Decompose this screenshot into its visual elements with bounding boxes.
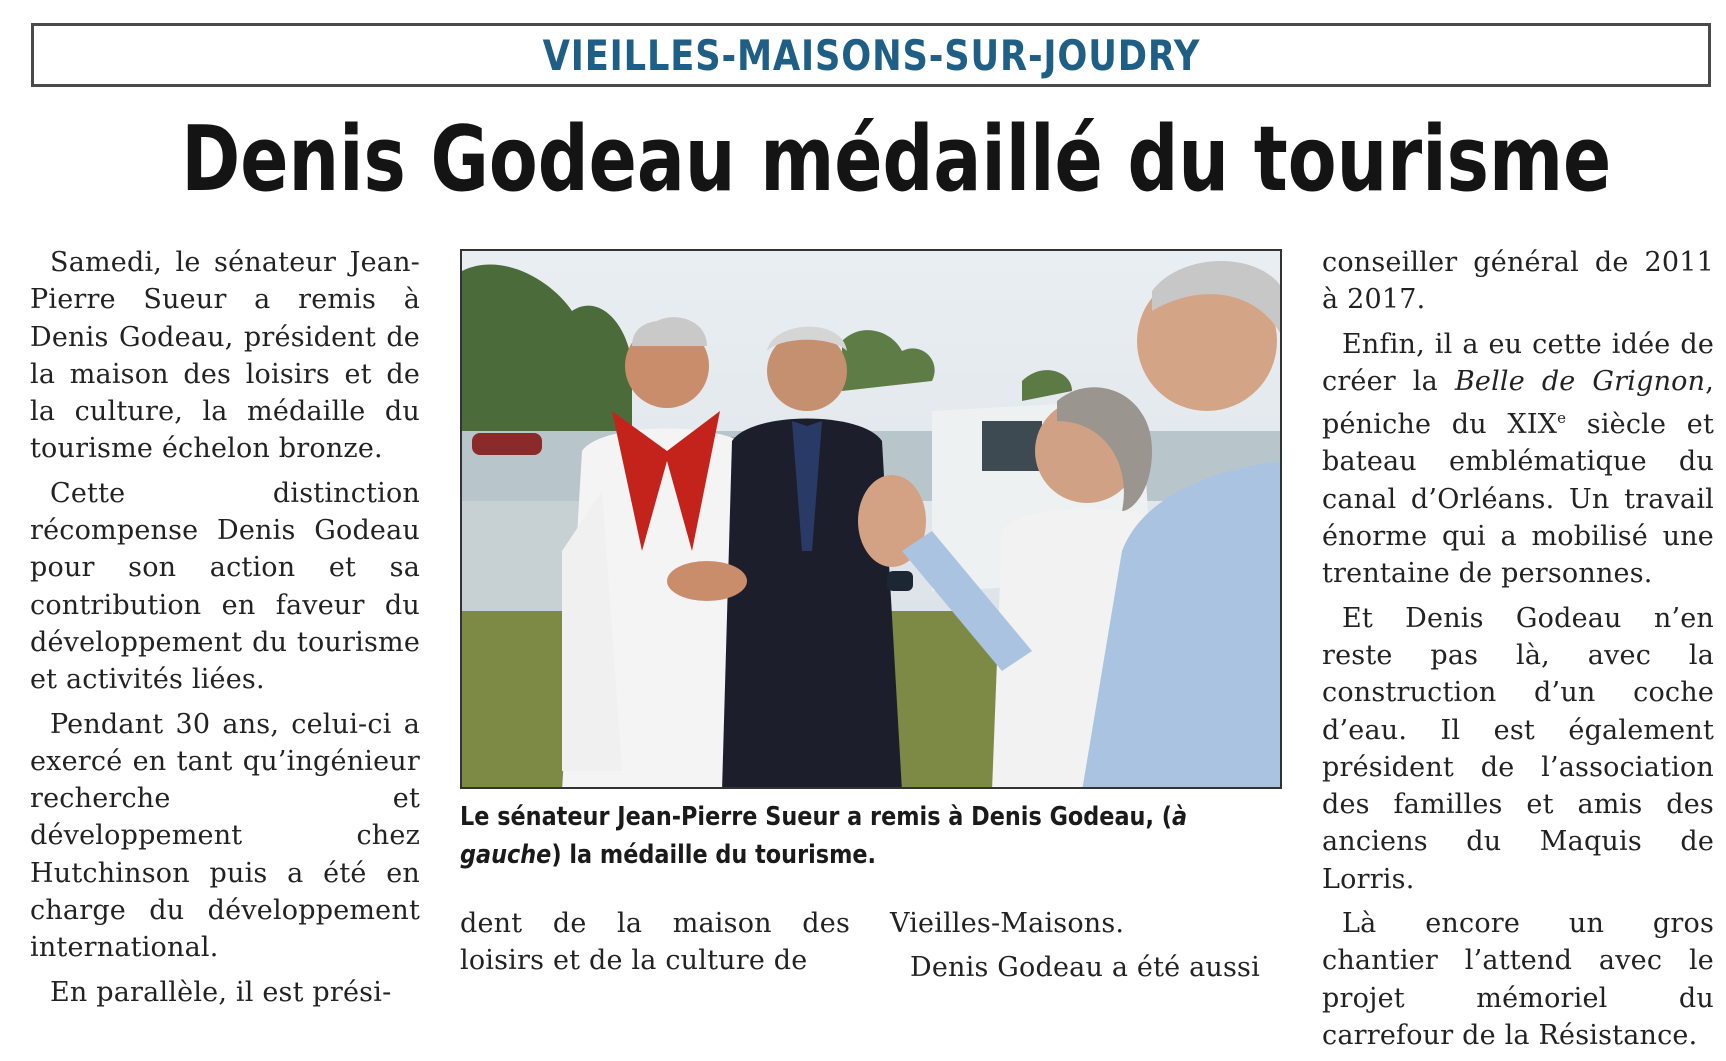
photo-illustration (462, 251, 1282, 789)
paragraph: dent de la maison des loisirs et de la culture de (460, 908, 850, 977)
article-column-2 (460, 905, 850, 987)
headline: Denis Godeau médaillé du tourisme (181, 107, 1612, 212)
article-photo (460, 249, 1282, 789)
paragraph: Samedi, le sénateur Jean-Pierre Sueur a remis à Denis Godeau, président de la maison des loisirs et de la culture, la médaille du tourisme échelon bronze. (30, 247, 420, 465)
article-column-3 (890, 905, 1282, 994)
caption-text: Le sénateur Jean-Pierre Sueur a remis à Denis Godeau, ( (460, 802, 1172, 832)
kicker-label: VIEILLES-MAISONS-SUR-JOUDRY (542, 30, 1200, 80)
boat-name: Belle de Grignon (1454, 365, 1706, 397)
paragraph: Pendant 30 ans, celui-ci a exercé en tant qu’ingénieur recherche et développement chez Hutchinson puis a été en charge du développement international. (30, 708, 420, 964)
paragraph: Denis Godeau a été aussi (910, 952, 1260, 984)
text-run: Enfin, il a eu cette idée de créer la (1322, 328, 1714, 397)
caption-italic: à gauche (460, 802, 1188, 870)
paragraph (1322, 326, 1714, 593)
photo-caption (460, 798, 1282, 874)
paragraph: conseiller général de 2011 à 2017. (1322, 247, 1714, 316)
article-column-1 (30, 244, 420, 1018)
paragraph: Là encore un gros chantier l’attend avec le projet mémoriel du carrefour de la Résistance. (1322, 908, 1714, 1051)
section-banner (31, 23, 1711, 87)
paragraph: Et Denis Godeau n’en reste pas là, avec la construction d’un coche d’eau. Il est également président de l’association des familles et amis des anciens du Maquis de Lorris. (1322, 602, 1714, 895)
paragraph: Vieilles-Maisons. (890, 908, 1125, 939)
caption-text-end: ) la médaille du tourisme. (551, 840, 877, 870)
superscript: e (1557, 409, 1567, 428)
text-run: siècle et bateau emblématique du canal d’Orléans. Un travail énorme qui a mobilisé une trentaine de personnes. (1322, 409, 1714, 590)
paragraph: En parallèle, il est prési- (50, 976, 392, 1008)
article-column-4 (1322, 244, 1714, 1061)
paragraph: Cette distinction récompense Denis Godeau pour son action et sa contribution en faveur du développement du tourisme et activités liées. (30, 477, 420, 696)
text-run: , péniche du XIX (1322, 365, 1715, 441)
